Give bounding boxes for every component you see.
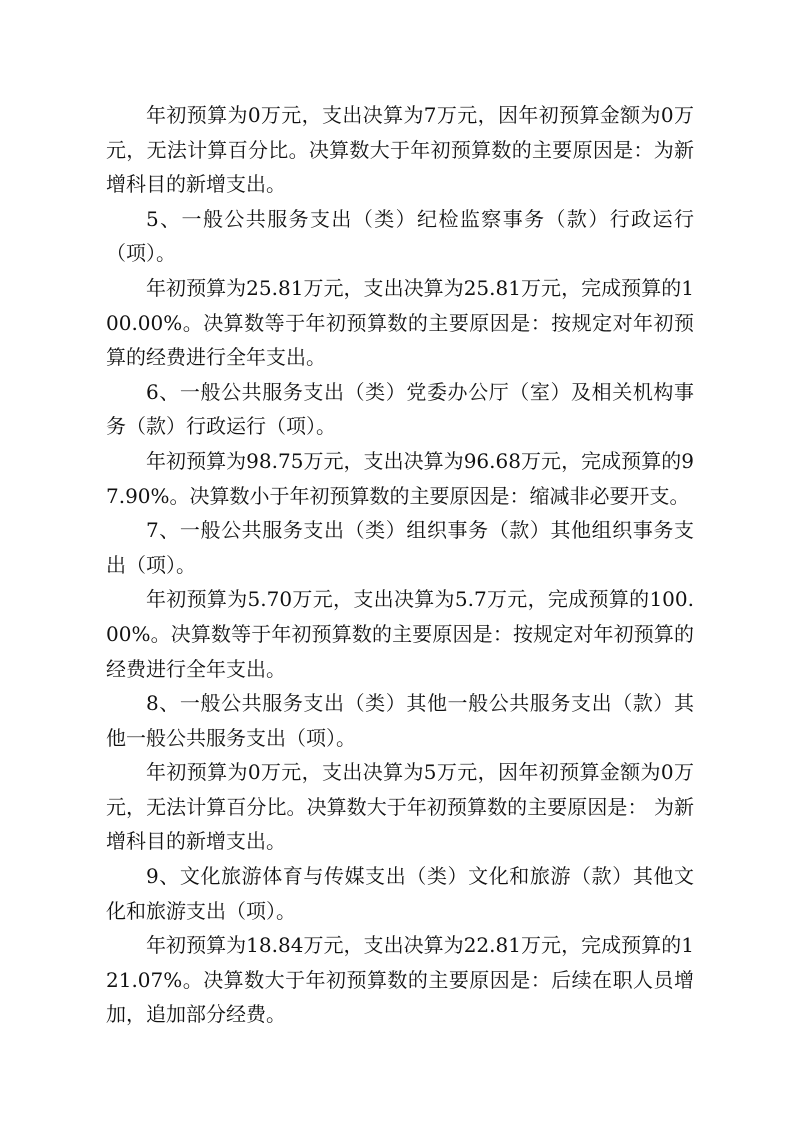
paragraph-item-8-heading: 8、一般公共服务支出（类）其他一般公共服务支出（款）其他一般公共服务支出（项）。 [106, 691, 694, 750]
paragraph-item-8-detail: 年初预算为0万元，支出决算为5万元，因年初预算金额为0万元，无法计算百分比。决算数大于年初预算数的主要原因是： 为新增科目的新增支出。 [106, 760, 694, 854]
paragraph-item-5-heading: 5、一般公共服务支出（类）纪检监察事务（款）行政运行（项）。 [106, 206, 694, 266]
paragraph-item-6-detail: 年初预算为98.75万元，支出决算为96.68万元，完成预算的97.90%。决算数小于年初预算数的主要原因是：缩减非必要开支。 [106, 448, 694, 508]
paragraph-item-7-detail: 年初预算为5.70万元，支出决算为5.7万元，完成预算的100.00%。决算数等于年初预算数的主要原因是：按规定对年初预算的经费进行全年支出。 [106, 587, 694, 681]
paragraph-item-9-heading: 9、文化旅游体育与传媒支出（类）文化和旅游（款）其他文化和旅游支出（项）。 [106, 864, 694, 923]
paragraph-item-7-heading: 7、一般公共服务支出（类）组织事务（款）其他组织事务支出（项）。 [106, 518, 694, 577]
paragraph-item-6-heading: 6、一般公共服务支出（类）党委办公厅（室）及相关机构事务（款）行政运行（项）。 [106, 379, 694, 439]
paragraph-budget-note-4: 年初预算为0万元，支出决算为7万元，因年初预算金额为0万元，无法计算百分比。决算数大于年初预算数的主要原因是：为新增科目的新增支出。 [106, 103, 694, 197]
paragraph-item-9-detail: 年初预算为18.84万元，支出决算为22.81万元，完成预算的121.07%。决算数大于年初预算数的主要原因是：后续在职人员增加，追加部分经费。 [106, 933, 694, 1027]
document-body [106, 98, 694, 1032]
paragraph-item-5-detail: 年初预算为25.81万元，支出决算为25.81万元，完成预算的100.00%。决算数等于年初预算数的主要原因是：按规定对年初预算的经费进行全年支出。 [106, 275, 694, 370]
